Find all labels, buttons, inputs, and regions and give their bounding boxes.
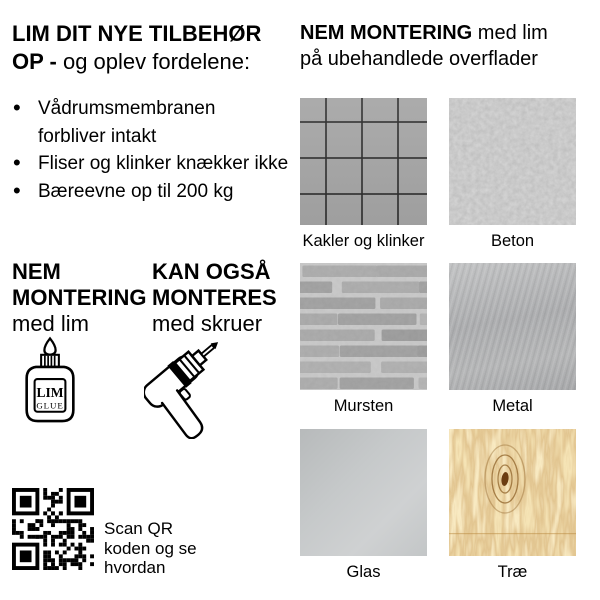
material-swatch-tiles xyxy=(300,98,427,251)
material-swatch-metal xyxy=(449,263,576,416)
screw-method-bold-line1: KAN OGSÅ xyxy=(152,259,271,284)
qr-caption xyxy=(104,519,197,578)
material-swatch-glass xyxy=(300,429,427,582)
qr-code xyxy=(12,488,94,570)
qr-caption-line: hvordan xyxy=(104,558,166,577)
drill-bit xyxy=(201,345,214,357)
glue-nozzle-tip xyxy=(44,338,55,354)
benefit-item-membrane xyxy=(12,95,288,150)
screw-method-regular-line: med skruer xyxy=(152,311,263,336)
screw-method-heading xyxy=(152,259,277,337)
benefits-list xyxy=(12,95,288,205)
material-label: Glas xyxy=(346,563,381,581)
benefit-line: • Fliser og klinker knækker ikke xyxy=(38,153,289,174)
glass-texture-image xyxy=(300,429,427,556)
qr-caption-line: koden og se xyxy=(104,538,197,558)
right-heading xyxy=(300,20,548,72)
benefit-line: • Vådrumsmembranen xyxy=(38,98,216,119)
concrete-texture-image xyxy=(449,98,576,225)
main-heading-line2-regular: og oplev fordelene: xyxy=(62,49,251,74)
main-heading-line1: LIM DIT NYE TILBEHØR xyxy=(12,21,262,46)
benefit-line: • Bæreevne op til 200 kg xyxy=(38,180,234,202)
material-swatch-brick xyxy=(300,263,427,416)
material-label: Metal xyxy=(492,397,533,415)
glue-method-regular-line: med lim xyxy=(12,311,90,336)
brick-texture-image xyxy=(300,263,427,390)
material-swatch-wood xyxy=(449,429,576,582)
wood-texture-image xyxy=(449,429,576,556)
glue-method-heading xyxy=(12,259,146,337)
metal-texture-image xyxy=(449,263,576,390)
main-heading xyxy=(12,20,261,76)
material-label: Kakler og klinker xyxy=(302,232,425,250)
material-label: Mursten xyxy=(333,397,394,415)
material-label: Træ xyxy=(497,563,528,581)
drill-icon xyxy=(144,329,241,439)
benefit-item-load xyxy=(12,178,288,206)
glue-bottle-icon xyxy=(22,336,78,424)
right-heading-line2: på ubehandlede overflader xyxy=(300,48,538,70)
glue-label-lim: LIM xyxy=(36,384,64,400)
main-heading-line2-bold: OP - xyxy=(12,49,57,74)
main-heading-line2 xyxy=(12,48,261,76)
glue-method-bold-line1: NEM xyxy=(12,259,61,284)
material-swatch-concrete xyxy=(449,98,576,251)
glue-label-glue: GLUE xyxy=(36,400,64,411)
screw-method-bold-line2: MONTERES xyxy=(152,285,277,310)
benefit-line: forbliver intakt xyxy=(38,125,157,147)
glue-method-bold-line2: MONTERING xyxy=(12,285,147,310)
right-heading-line1: NEM MONTERING med lim xyxy=(300,22,548,44)
benefit-item-tiles xyxy=(12,150,288,178)
qr-caption-line: Scan QR xyxy=(104,519,173,538)
tiles-texture-image xyxy=(300,98,427,225)
glue-cap xyxy=(41,355,59,367)
material-label: Beton xyxy=(490,232,535,250)
